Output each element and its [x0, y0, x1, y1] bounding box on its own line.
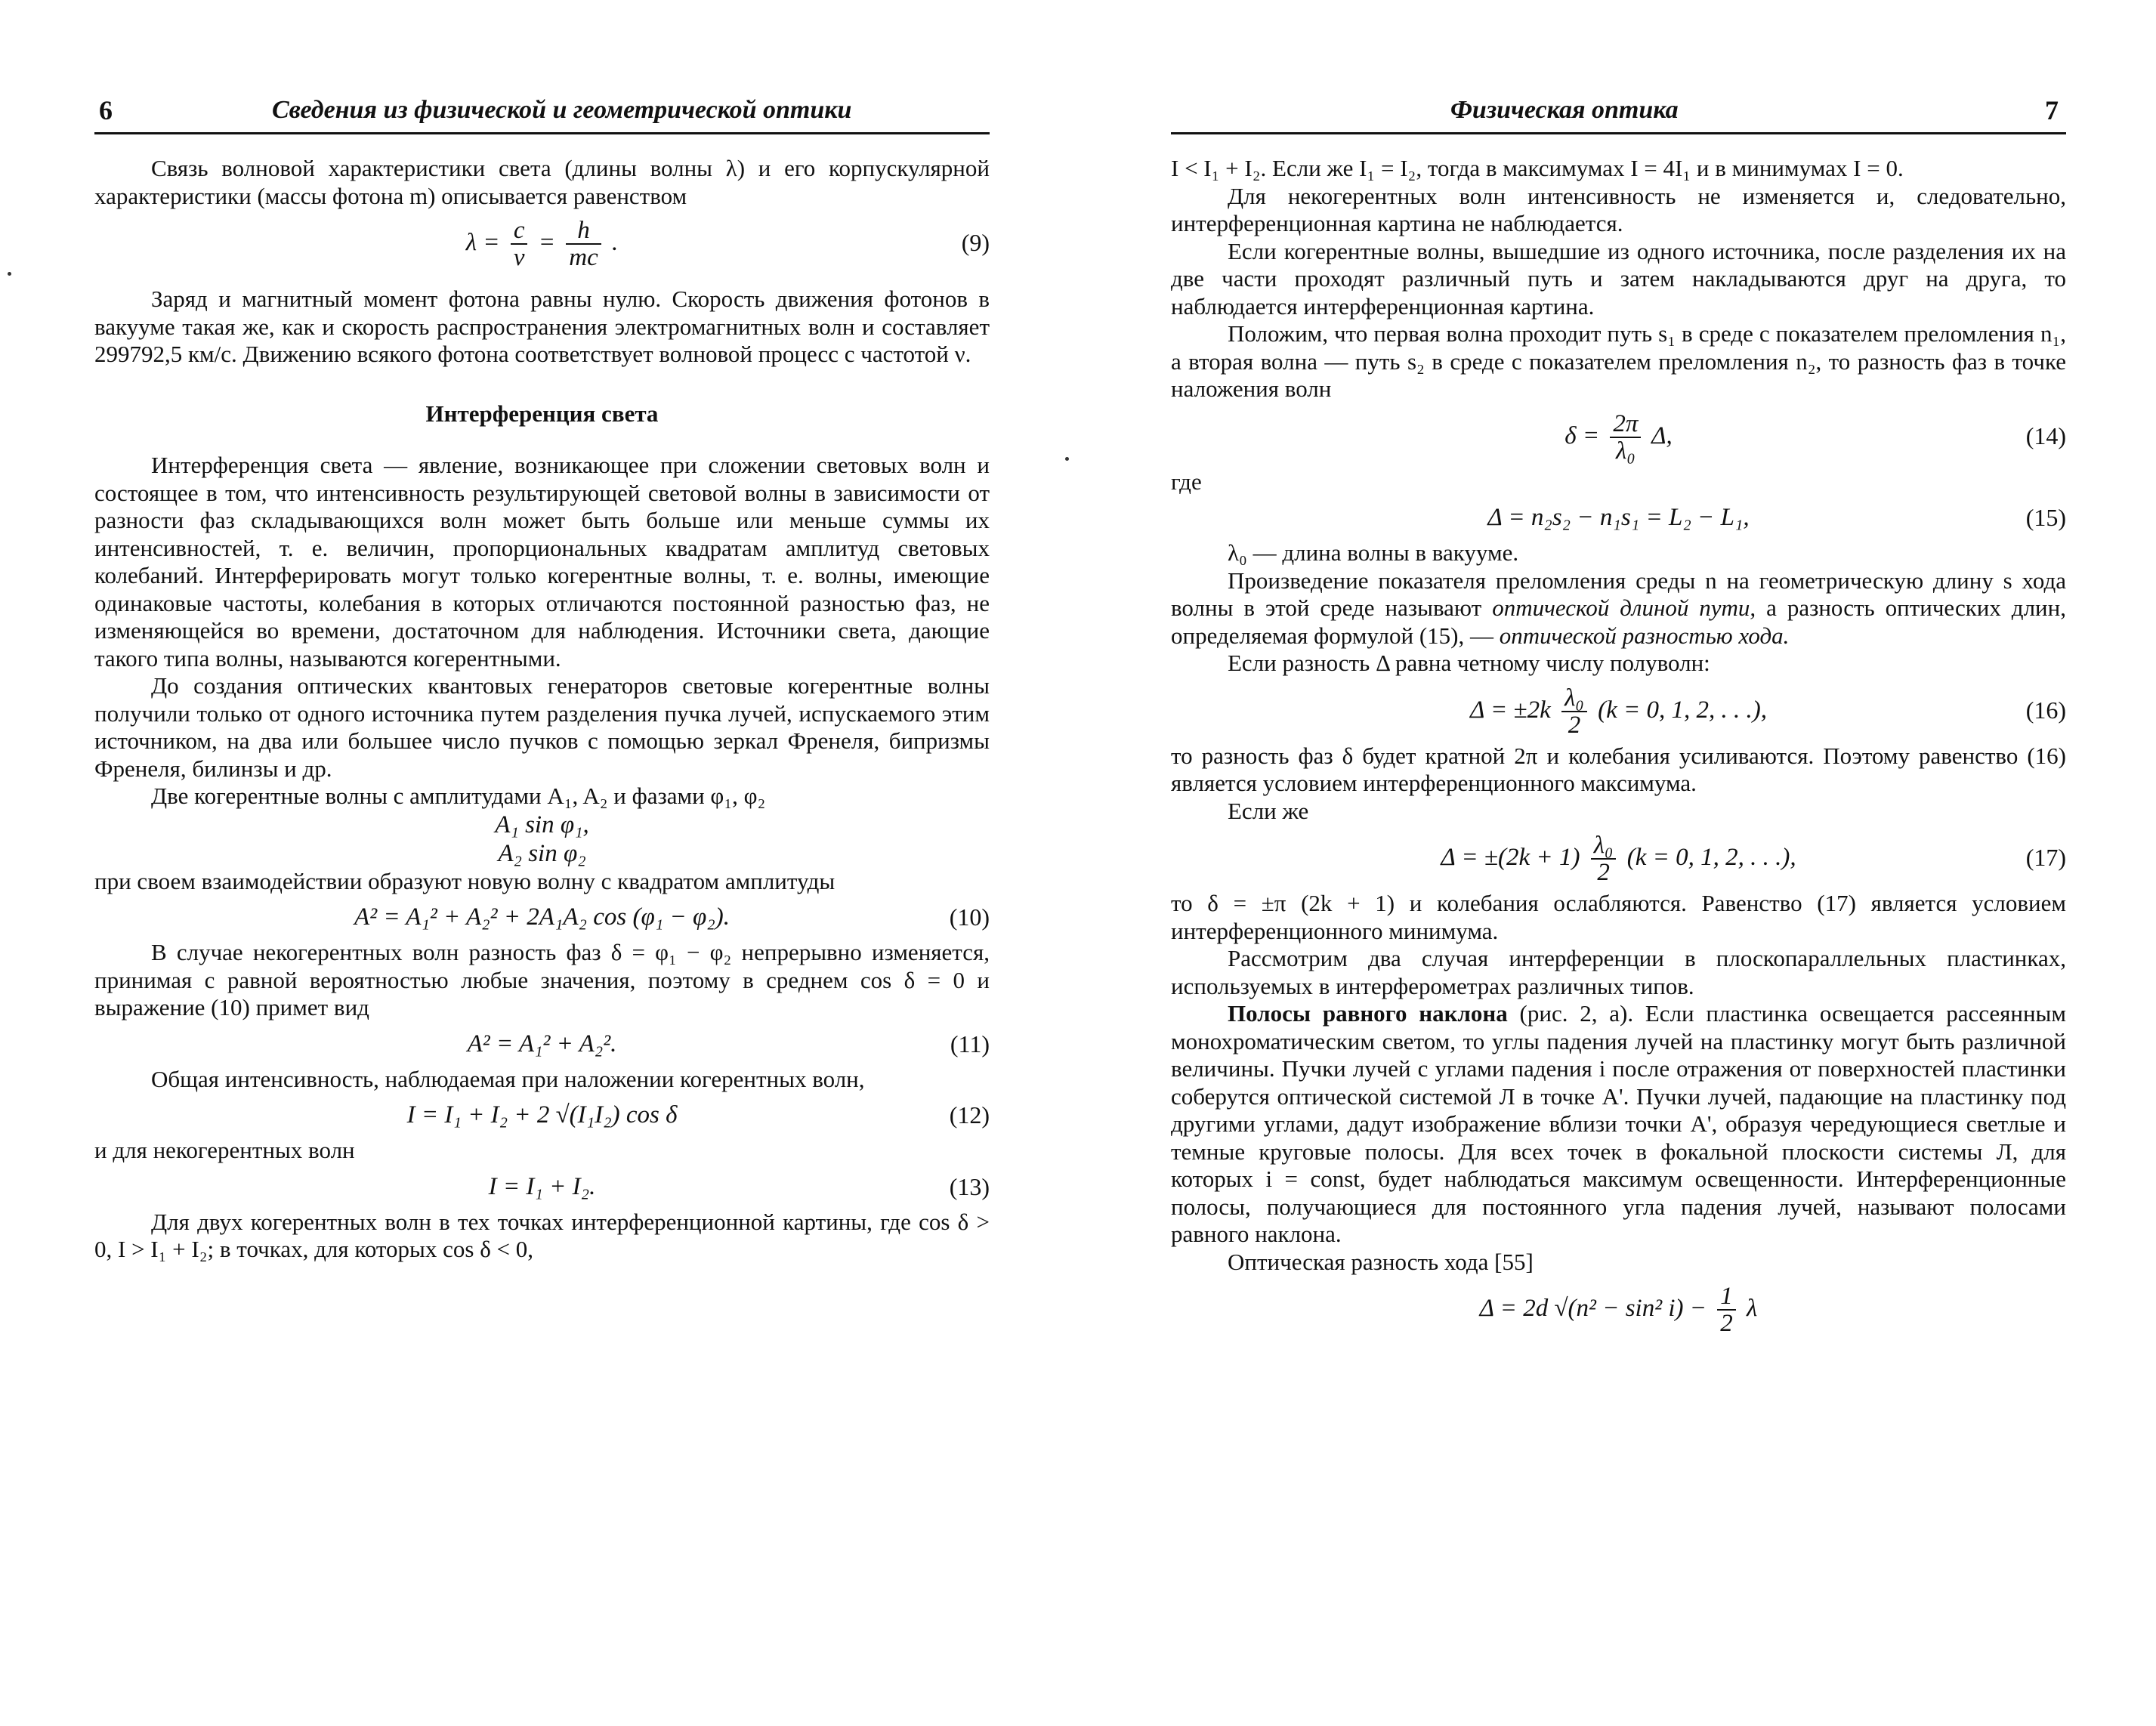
paragraph: Для двух когерентных волн в тех точках интерференционной картины, где cos δ > 0, I > I₁ + I₂; в точках, для которых cos δ < 0,	[94, 1208, 990, 1262]
fraction	[511, 218, 528, 270]
wave-expression-2: A₂ sin φ₂	[498, 839, 586, 867]
paragraph: I < I₁ + I₂. Если же I₁ = I₂, тогда в максимумах I = 4I₁ и в минимумах I = 0.	[1171, 155, 1904, 181]
formula-lhs: Δ = ±2k	[1470, 696, 1551, 724]
formula-tail: (k = 0, 1, 2, . . .),	[1626, 844, 1796, 871]
fraction	[1717, 1283, 1736, 1336]
paragraph: Две когерентные волны с амплитудами A₁, A₂ и фазами φ₁, φ₂	[151, 783, 766, 809]
equation-number: (14)	[2025, 421, 2066, 449]
page-number: 6	[99, 95, 113, 125]
formula-tail: .	[611, 229, 619, 256]
equation-number: (17)	[2025, 844, 2066, 871]
fraction-numerator: 2π	[1610, 411, 1641, 438]
right-page	[1171, 0, 2066, 1726]
paragraph: Оптическая разность хода [55]	[1228, 1248, 1534, 1275]
paragraph: Интерференция света — явление, возникающее при сложении световых волн и состоящее в том, что интенсивность результирующей световой волны в зависимости от разности фаз складывающихся волн может быть больше или меньше суммы их интенсивностей, т. е. величин, пропорциональных квадратам амплитуд световых колебаний. Интерферировать могут только когерентные волны, т. е. волны, имеющие одинаковые частоты, колебания в которых отличаются постоянной разностью фаз, не изменяющейся во времени, достаточном для наблюдения. Источники света, дающие такого типа волны, называются когерентными.	[94, 452, 990, 672]
paragraph: Заряд и магнитный момент фотона равны нулю. Скорость движения фотонов в вакууме такая же, как и скорость распространения электромагнитных волн и составляет 299792,5 км/с. Движению всякого фотона соответствует волновой процесс с частотой ν.	[94, 286, 990, 367]
formula-path-difference	[1171, 1276, 2066, 1341]
running-title: Физическая оптика	[1450, 96, 1679, 124]
equation-number: (13)	[949, 1172, 990, 1200]
formula-lhs: Δ = ±(2k + 1)	[1441, 844, 1580, 871]
equation-number: (16)	[2025, 696, 2066, 724]
paragraph: Полосы равного наклона (рис. 2, а). Если пластинка освещается рассеянным монохроматическим светом, то углы падения лучей на пластинку могут быть различной величины. Пучки лучей с углами падения i после отражения от поверхностей пластинки соберутся оптической системой Л в точке A'. Пучки лучей, падающие на пластинку под другими углами, дадут изображение вблизи точки A', образуя чередующиеся светлые и темные круговые полосы. Для всех точек в фокальной плоскости системы Л, для которых i = const, будет наблюдаться максимум освещенности. Интерференционные полосы, получающиеся для постоянного угла падения лучей, называют полосами равного наклона.	[1171, 1000, 2067, 1247]
paragraph: Произведение показателя преломления среды n на геометрическую длину s хода волны в этой среде называют оптической длиной пути, а разность оптических длин, определяемая формулой (15), — оптической разностью хода.	[1171, 567, 2066, 649]
left-page	[94, 0, 990, 1726]
formula-12: I = I₁ + I₂ + 2 √(I₁I₂) cos δ (12)	[94, 1093, 990, 1137]
paragraph: и для некогерентных волн	[94, 1137, 355, 1163]
paragraph: то разность фаз δ будет кратной 2π и колебания усиливаются. Поэтому равенство (16) является условием интерференционного максимума.	[1171, 742, 2066, 796]
fraction-numerator: λ₀	[1561, 685, 1587, 712]
equals-sign: =	[538, 229, 555, 256]
formula-15: Δ = n₂s₂ − n₁s₁ = L₂ − L₁, (15)	[1171, 496, 2066, 539]
running-head-left	[94, 87, 990, 134]
fraction	[566, 218, 601, 270]
formula-16	[1171, 678, 2066, 743]
where-label: где	[1171, 468, 1202, 495]
running-title: Сведения из физической и геометрической оптики	[272, 96, 852, 124]
formula-tail: Δ,	[1651, 421, 1673, 449]
fraction-numerator: λ₀	[1591, 832, 1617, 860]
paragraph: Связь волновой характеристики света (длины волны λ) и его корпускулярной характеристики (массы фотона m) описывается равенством	[94, 155, 990, 209]
fraction-denominator: ν	[513, 244, 525, 272]
paragraph: то δ = ±π (2k + 1) и колебания ослабляются. Равенство (17) является условием интерференционного минимума.	[1171, 890, 2066, 944]
fraction	[1591, 832, 1617, 885]
formula-14	[1171, 403, 2066, 468]
left-page-text	[94, 155, 990, 1264]
scan-speck	[8, 272, 11, 276]
formula-13: I = I₁ + I₂. (13)	[94, 1165, 990, 1209]
fraction-denominator: 2	[1568, 711, 1581, 739]
fraction-numerator: h	[566, 218, 601, 245]
term-optical-path-difference: оптической разностью хода.	[1499, 622, 1790, 649]
paragraph: Если когерентные волны, вышедшие из одного источника, после разделения их на две части проходят различный путь и затем накладываются друг на друга, то наблюдается интерференционная картина.	[1171, 237, 2066, 320]
fraction-denominator: 2	[1597, 859, 1610, 887]
fraction-numerator: 1	[1717, 1283, 1736, 1311]
fraction-denominator: 2	[1720, 1310, 1733, 1338]
right-page-text	[1171, 155, 2066, 1341]
formula-lhs: δ =	[1564, 421, 1600, 449]
term-equal-inclination-fringes: Полосы равного наклона	[1228, 1000, 1508, 1027]
formula-17	[1171, 825, 2066, 890]
paragraph: Если разность Δ равна четному числу полуволн:	[1228, 650, 1710, 676]
fraction	[1610, 411, 1641, 464]
fraction	[1561, 685, 1587, 738]
term-optical-path: оптической длиной пути,	[1492, 594, 1756, 621]
formula-10: A² = A₁² + A₂² + 2A₁A₂ cos (φ₁ − φ₂). (10)	[94, 895, 990, 939]
page-number: 7	[2045, 95, 2059, 125]
running-head-right	[1171, 87, 2066, 134]
paragraph: Рассмотрим два случая интерференции в плоскопараллельных пластинках, используемых в интерферометрах различных типов.	[1171, 945, 2066, 999]
wave-expression-1: A₁ sin φ₁,	[495, 811, 589, 838]
equation-number: (15)	[2025, 504, 2066, 531]
formula-tail: λ	[1747, 1295, 1758, 1322]
paragraph: В случае некогерентных волн разность фаз δ = φ₁ − φ₂ непрерывно изменяется, принимая с равной вероятностью любые значения, поэтому в среднем cos δ = 0 и выражение (10) примет вид	[94, 939, 990, 1020]
equation-number: (10)	[949, 903, 990, 931]
formula-lhs: λ =	[465, 229, 500, 256]
paragraph: при своем взаимодействии образуют новую волну с квадратом амплитуды	[94, 867, 836, 894]
formula-tail: (k = 0, 1, 2, . . .),	[1598, 696, 1767, 724]
section-heading: Интерференция света	[425, 400, 659, 427]
paragraph: Если же	[1228, 797, 1309, 824]
paragraph: До создания оптических квантовых генераторов световые когерентные волны получили только от одного источника путем разделения пучка лучей, испускаемого этим источником, на два или большее число пучков с помощью зеркал Френеля, бипризмы Френеля, билинзы и др.	[94, 672, 990, 782]
fraction-numerator: c	[511, 218, 528, 245]
formula-lhs: Δ = 2d √(n² − sin² i) −	[1479, 1295, 1707, 1322]
formula-11: A² = A₁² + A₂². (11)	[94, 1022, 990, 1066]
paragraph: Положим, что первая волна проходит путь s₁ в среде с показателем преломления n₁, а вторая волна — путь s₂ в среде с показателем преломления n₂, то разность фаз в точке наложения волн	[1171, 320, 2066, 402]
fraction-denominator: λ₀	[1616, 437, 1636, 465]
paragraph: Для некогерентных волн интенсивность не изменяется и, следовательно, интерференционная картина не наблюдается.	[1171, 182, 2066, 236]
paragraph: Общая интенсивность, наблюдаемая при наложении когерентных волн,	[151, 1065, 865, 1092]
formula-9	[94, 210, 990, 275]
scan-speck	[1065, 457, 1069, 461]
equation-number: (12)	[949, 1101, 990, 1129]
paragraph: λ₀ — длина волны в вакууме.	[1228, 539, 1519, 566]
fraction-denominator: mc	[569, 244, 598, 272]
equation-number: (11)	[950, 1030, 990, 1058]
equation-number: (9)	[961, 229, 990, 256]
